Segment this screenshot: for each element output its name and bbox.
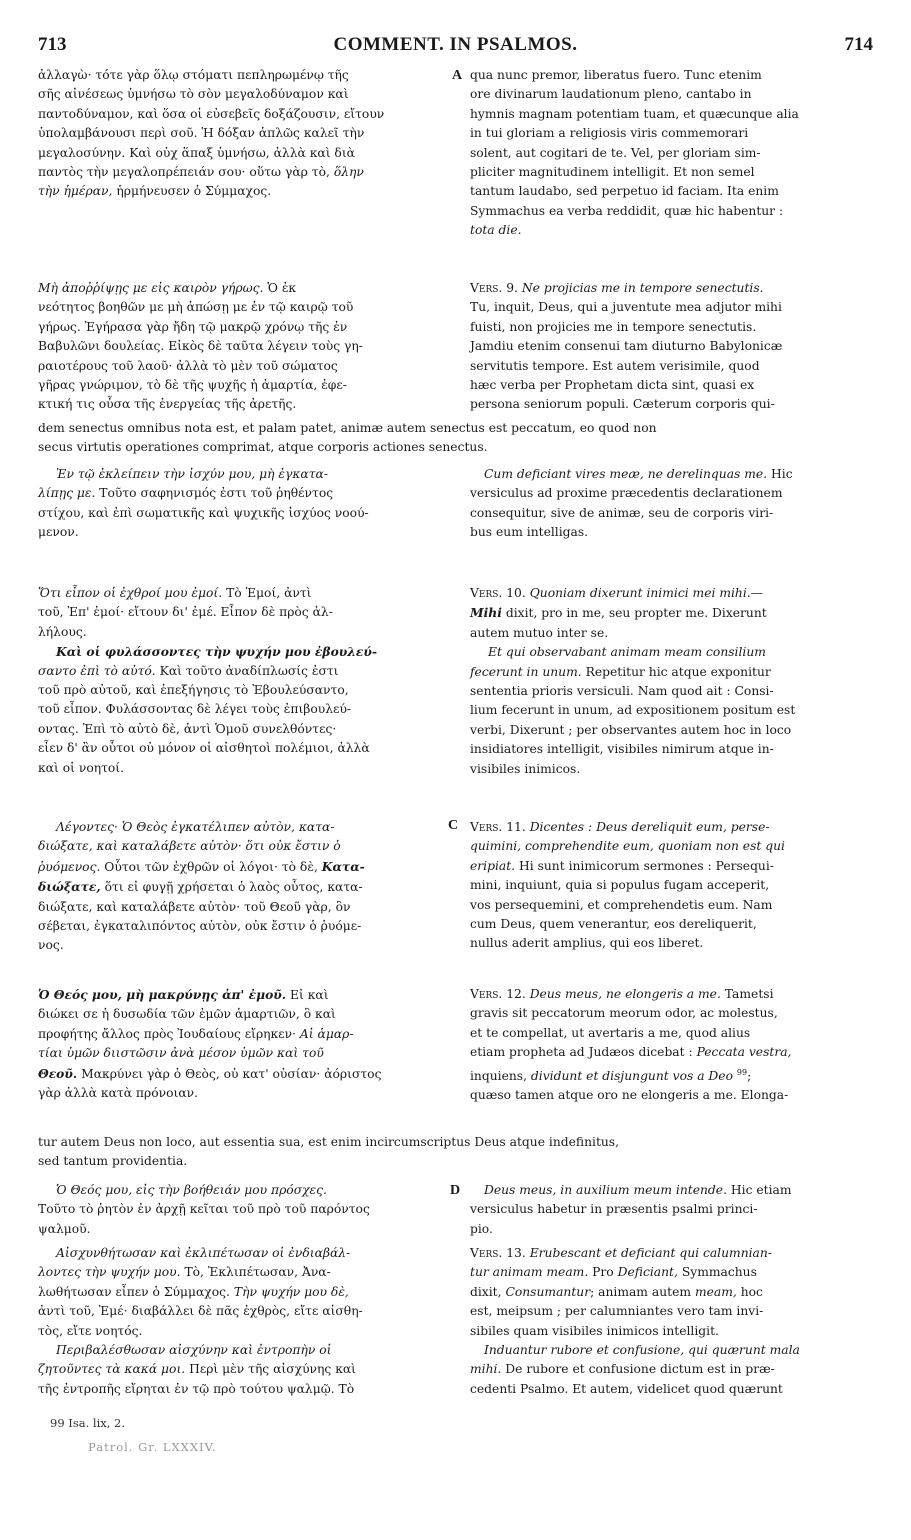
page-number-left: 713 [38, 34, 67, 55]
footnote-ref: 99 [736, 1067, 748, 1077]
latin-verse-12b: Deus meus, in auxilium meum intende. Hic etiam versiculus habetur in præsentis psalmi princi- pio. [470, 1183, 792, 1236]
verse-label: Vers. 11. [470, 820, 526, 834]
full-width-latin-continuation: dem senectus omnibus nota est, et palam patet, animæ autem senectus est peccatum, eo quod non secus virtutis operationes comprimat, atque corporis actiones senectus. [38, 421, 657, 455]
greek-verse-13: Αἰσχυνθήτωσαν καὶ ἐκλιπέτωσαν οἱ ἐνδιαβάλ- λοντες τὴν ψυχήν μου. Τὸ, Ἐκλιπέτωσαν, Ἀνα- λωθήτωσαν εἶπεν ὁ Σύμμαχος. Τὴν ψυχήν μου δὲ, ἀντὶ τοῦ, Ἐμέ· διαβάλλει δὲ πᾶς ἐχθρὸς, εἴτε αἰσθη- τὸς, εἴτε νοητός. Περιβαλέσθωσαν αἰσχύνην καὶ ἐντροπὴν οἱ ζητοῦντες τὰ κακά μοι. Περὶ μὲν τῆς αἰσχύνης καὶ τῆς ἐντροπῆς εἴρηται ἐν τῷ πρὸ τούτου ψαλμῷ. Τὸ [38, 1246, 363, 1396]
greek-verse-9b: Ἐν τῷ ἐκλείπειν τὴν ἰσχύν μου, μὴ ἐγκατα- λίπῃς με. Τοῦτο σαφηνισμός ἐστι τοῦ ῥηθέντος στίχου, καὶ ἐπὶ σωματικῆς καὶ ψυχικῆς ἰσχύος νοού- μενον. [38, 467, 369, 540]
signature-mark: Patrol. Gr. LXXXIV. [88, 1440, 217, 1454]
greek-verse-12: Ὁ Θεός μου, μὴ μακρύνῃς ἀπ' ἐμοῦ. Εἰ καὶ διώκει σε ἡ δυσωδία τῶν ἐμῶν ἁμαρτιῶν, ὃ καὶ προφήτης ἄλλος πρὸς Ἰουδαίους εἴρηκεν· Αἱ ἁμαρ- τίαι ὑμῶν διιστῶσιν ἀνὰ μέσον ὑμῶν καὶ τοῦ Θεοῦ. Μακρύνει γὰρ ὁ Θεὸς, οὐ κατ' οὐσίαν· ἀόριστος γὰρ ἀλλὰ κατὰ πρόνοιαν. [38, 987, 382, 1101]
latin-paragraph-intro: qua nunc premor, liberatus fuero. Tunc etenim ore divinarum laudationum pleno, cantabo in hymnis magnam potentiam tuam, et quæcunque alia in tui gloriam a religiosis viris commemorari solent, aut cogitari de te. Vel, per gloriam sim- pliciter magnitudinem intelligit. Et non semel tantum laudabo, sed perpetuo id faciam. Ita enim Symmachus ea verba reddidit, quæ hic habentur : tota die. [470, 68, 799, 238]
latin-verse-9b: Cum deficiant vires meæ, ne derelinquas me. Hic versiculus ad proxime præcedentis declarationem consequitur, sive de animæ, seu de corporis viri- bus eum intelligas. [470, 467, 793, 540]
running-header [38, 34, 873, 62]
verse-label: Vers. 10. [470, 586, 526, 600]
greek-verse-12b: Ὁ Θεός μου, εἰς τὴν βοήθειάν μου πρόσχες. Τοῦτο τὸ ῥητὸν ἐν ἀρχῇ κεῖται τοῦ πρὸ τοῦ παρόντος ψαλμοῦ. [38, 1183, 370, 1236]
greek-paragraph-intro: ἀλλαγὼ· τότε γὰρ ὅλῳ στόματι πεπληρωμένῳ τῆς σῆς αἰνέσεως ὑμνήσω τὸ σὸν μεγαλοδύναμον καὶ παντοδύναμον, καὶ ὅσα οἱ εὐσεβεῖς δοξάζουσιν, εἴτουν ὑπολαμβάνουσι περὶ σοῦ. Ἡ δόξαν ἁπλῶς καλεῖ τὴν μεγαλοσύνην. Καὶ οὐχ ἅπαξ ὑμνήσω, ἀλλὰ καὶ διὰ παντὸς τὴν μεγαλοπρέπειάν σου· οὕτω γὰρ τὸ, ὅλην τὴν ἡμέραν, ἡρμήνευσεν ὁ Σύμμαχος. [38, 68, 385, 199]
latin-verse-12: Vers. 12. Deus meus, ne elongeris a me. Tametsi gravis sit peccatorum meorum odor, ac molestus, et te compellat, ut avertaris a me, quod alius etiam propheta ad Judæos dicebat : Peccata vestra, inquiens, dividunt et disjungunt vos a Deo $^{99}$; quæso tamen atque oro ne elongeris a me. Elonga- [470, 987, 792, 1103]
margin-marker-c: C [448, 818, 459, 833]
full-width-latin-continuation-2: tur autem Deus non loco, aut essentia sua, est enim incircumscriptus Deus atque indefinitus, sed tantum providentia. [38, 1135, 620, 1169]
latin-verse-10: Vers. 10. Quoniam dixerunt inimici mei mihi.— Mihi dixit, pro in me, seu propter me. Dixerunt autem mutuo inter se. Et qui observabant animam meam consilium fecerunt in unum. Repetitur hic atque exponitur sententia prioris versiculi. Nam quod ait : Consi- lium fecerunt in unum, ad expositionem positum est verbi, Dixerunt ; per observantes autem hoc in loco insidiatores intelligit, visibiles nimirum atque in- visibiles inimicos. [470, 586, 796, 776]
greek-verse-11: Λέγοντες· Ὁ Θεὸς ἐγκατέλιπεν αὐτὸν, κατα- διώξατε, καὶ καταλάβετε αὐτὸν· ὅτι οὐκ ἔστιν ὁ ῥυόμενος. Οὗτοι τῶν ἐχθρῶν οἱ λόγοι· τὸ δὲ, Κατα- διώξατε, ὅτι εἰ φυγῇ χρήσεται ὁ λαὸς οὗτος, κατα- διώξατε, καὶ καταλάβετε αὐτὸν· τοῦ Θεοῦ γὰρ, ὃν σέβεται, ἐγκαταλιπόντος αὐτὸν, οὐκ ἔστιν ὁ ῥυόμε- νος. [38, 820, 365, 953]
page-number-right: 714 [844, 34, 873, 55]
greek-verse-9: Μὴ ἀποῤῥίψῃς με εἰς καιρὸν γήρως. Ὁ ἐκ νεότητος βοηθῶν με μὴ ἀπώσῃ με ἐν τῷ καιρῷ τοῦ γήρως. Ἐγήρασα γὰρ ἤδη τῷ μακρῷ χρόνῳ τῆς ἐν Βαβυλῶνι δουλείας. Εἰκὸς δὲ ταῦτα λέγειν τοὺς γη- ραιοτέρους τοῦ λαοῦ· ἀλλὰ τὸ μὲν τοῦ σώματος γῆρας γνώριμον, τὸ δὲ τῆς ψυχῆς ἡ ἁμαρτία, ἐφε- κτική τις οὖσα τῆς ἐνεργείας τῆς ἀρετῆς. [38, 281, 363, 412]
verse-label: Vers. 9. [470, 281, 518, 295]
latin-verse-9: Vers. 9. Ne projicias me in tempore senectutis. Tu, inquit, Deus, qui a juventute mea adjutor mihi fuisti, non projicies me in tempore senectutis. Jamdiu etenim consenui tam diuturno Babylonicæ servitutis tempore. Est autem verisimile, quod hæc verba per Prophetam dicta sint, quasi ex persona seniorum populi. Cæterum corporis qui- [470, 281, 783, 412]
latin-verse-11: Vers. 11. Dicentes : Deus dereliquit eum, perse- quimini, comprehendite eum, quoniam non est qui eripiat. Hi sunt inimicorum sermones : Persequi- mini, inquiunt, quia si populus fugam acceperit, vos persequemini, et comprehendetis eum. Nam cum Deus, quem venerantur, eos dereliquerit, nullus aderit amplius, qui eos liberet. [470, 820, 785, 951]
verse-label: Vers. 12. [470, 987, 526, 1001]
latin-verse-13: Vers. 13. Erubescant et deficiant qui calumnian- tur animam meam. Pro Deficiant, Symmachus dixit, Consumantur; animam autem meam, hoc est, meipsum ; per calumniantes vero tam invi- sibiles quam visibiles inimicos intelligit. Induantur rubore et confusione, qui quærunt mala mihi. De rubore et confusione dictum est in præ- cedenti Psalmo. Et autem, videlicet quod quærunt [470, 1246, 800, 1396]
running-title: COMMENT. IN PSALMOS. [333, 34, 578, 55]
verse-label: Vers. 13. [470, 1246, 526, 1260]
footnote: 99 Isa. lix, 2. [50, 1416, 126, 1430]
margin-marker-d: D [450, 1183, 461, 1198]
margin-marker-a: A [452, 68, 463, 83]
greek-verse-10: Ὅτι εἶπον οἱ ἐχθροί μου ἐμοί. Τὸ Ἐμοί, ἀντὶ τοῦ, Ἐπ' ἐμοί· εἴτουν δι' ἐμέ. Εἶπον δὲ πρὸς ἀλ- λήλους. Καὶ οἱ φυλάσσοντες τὴν ψυχήν μου ἐβουλεύ- σαντο ἐπὶ τὸ αὐτό. Καὶ τοῦτο ἀναδίπλωσίς ἐστι τοῦ πρὸ αὐτοῦ, καὶ ἐπεξήγησις τὸ Ἐβουλεύσαντο, τοῦ εἶπον. Φυλάσσοντας δὲ λέγει τοὺς ἐπιβουλεύ- οντας. Ἐπὶ τὸ αὐτὸ δὲ, ἀντὶ Ὁμοῦ συνελθόντες· εἶεν δ' ἂν οὗτοι οὐ μόνον οἱ αἰσθητοὶ πολέμιοι, ἀλλὰ καὶ οἱ νοητοί. [38, 586, 378, 775]
